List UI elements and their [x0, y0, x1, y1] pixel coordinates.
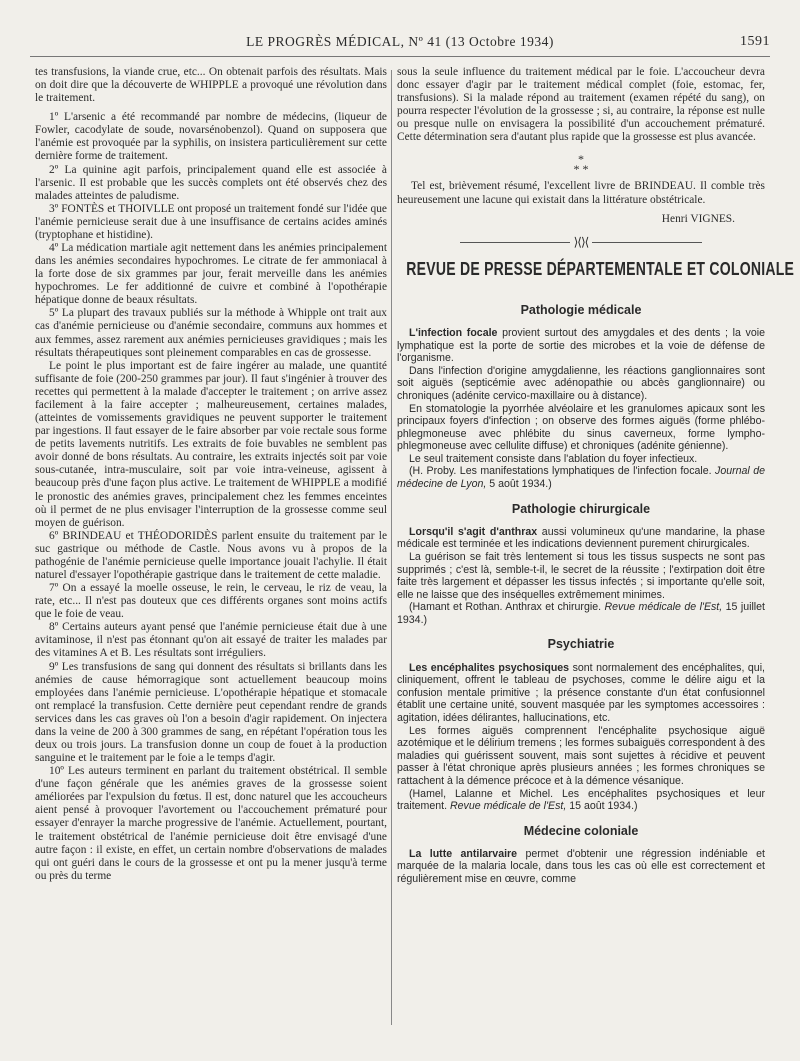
article-paragraph: [397, 327, 765, 365]
right-column: [397, 66, 795, 886]
article-text: aussi volumineux qu'une mandarine, la phase médicale est terminée et les indications deviennent purement chirurgicales.: [397, 525, 765, 551]
subheading: Médecine coloniale: [523, 823, 639, 838]
asterism-bottom: * *: [573, 162, 589, 177]
article-text: sont normalement des encéphalites, qui, cliniquement, offrent le tableau de psychoses, comme le délire aigu et la confusion mentale primitive ; la présence constante d'un état confusionnel établit une certaine unité, souvent masquée par les symptomes accessoires : agitation, idées délirantes, hallucinations, etc.: [397, 661, 765, 724]
article-list: [397, 304, 765, 886]
article-paragraph: Le seul traitement consiste dans l'ablation du foyer infectieux.: [409, 452, 698, 465]
article-paragraph: [397, 526, 765, 551]
ref-journal: Revue médicale de l'Est,: [450, 800, 567, 813]
article-text: permet d'obtenir une régression indéniable et marquée de la malaria locale, dans tous les cas où elle est correctement et régulièrement mise en œuvre, comme: [397, 847, 765, 885]
subheading: Pathologie médicale: [520, 302, 642, 317]
author-signature: Henri VIGNES.: [661, 212, 735, 225]
header-title: LE PROGRÈS MÉDICAL, Nº 41 (13 Octobre 1934): [246, 34, 554, 49]
ref-date: 15 juillet 1934.): [397, 601, 765, 626]
paragraph: 1º L'arsenic a été recommandé par nombre de médecins, (liqueur de Fowler, cacodylate de soude, novarsénobenzol). Quand on supposera que l'anémie est provoquée par la syphilis, on insistera particulièrement sur cette dernière forme de traitement.: [35, 111, 387, 163]
article-reference: [397, 601, 765, 626]
paragraph: 9º Les transfusions de sang qui donnent des résultats si brillants dans les anémies de cause hémorragique sont actuellement beaucoup moins employées dans l'anémie pernicieuse. L'opothérapie hépatique et stomacale ont remplacé la transfusion. Cette dernière peut cependant rendre de grands services dans les cas graves où l'on a besoin d'agir rapidement. On injectera dans la veine de 200 à 300 grammes de sang, en répétant l'opération tous les deux ou trois jours. La transfusion donne un coup de fouet à la production sanguine et le traitement par le foie a le temps d'agir.: [35, 660, 387, 765]
article-lead: Lorsqu'il s'agit d'anthrax: [409, 525, 538, 538]
article-paragraph: Les formes aiguës comprennent l'encéphalite psychosique aiguë azotémique et le délirium tremens ; les formes subaiguës correspondent à des maladies qui guérissent souvent, mais sont sujettes à récidive et peuvent passer à l'état chronique après plusieurs années ; les formes chroniques se rattachent à la démence précoce et à la démence vésanique.: [397, 724, 765, 787]
paragraph: Le point le plus important est de faire ingérer au malade, une quantité suffisante de foie (200-250 grammes par jour). Il faut s'ingénier à trouver des recettes qui permettent à la malade d'accepter le traitement ; on arrive assez facilement à la faire accepter ; malheureusement, certaines malades, (atteintes de vomissements gravidiques ne peuvent supporter le traitement par ingestions. Il faut essayer de le faire absorber par voie rectale sous forme de petits lavements nutritifs. Les extraits de foie buvables ne semblent pas avoir donné de bons résultats. Au contraire, les extraits injectés soit par voie sous-cutanée, intra-musculaire, soit par voie intra-veineuse, agissent à beaucoup près d'une façon plus active. Le traitement de WHIPPLE a modifié le pronostic des anémies graves, principalement chez les femmes enceintes où il permet de ne plus envisager l'interruption de la grossesse comme seul moyen de guérison.: [35, 359, 387, 529]
ref-date: 15 août 1934.): [569, 800, 638, 813]
column-divider: [391, 70, 392, 1025]
subheading: Psychiatrie: [547, 637, 615, 652]
ornamental-divider: [397, 236, 765, 249]
ref-date: 5 août 1934.): [489, 478, 552, 491]
ref-journal: Revue médicale de l'Est,: [604, 601, 723, 614]
ref-text: (Hamel, Lalanne et Michel. Les encéphalites psychosiques et leur traitement.: [397, 787, 765, 813]
paragraph: tes transfusions, la viande crue, etc... On obtenait parfois des résultats. Mais on doit dire que la découverte de WHIPPLE a provoqué une révolution dans le traitement.: [35, 66, 387, 105]
article-paragraph: [397, 848, 765, 886]
running-header: [30, 34, 770, 54]
paragraph: sous la seule influence du traitement médical par le foie. L'accoucheur devra donc essayer d'agir par le traitement médical complet (foie, estomac, fer, transfusions). Si la malade répond au traitement (examen répété du sang), on pourra respecter l'évolution de la grossesse ; si, au contraire, la réponse est nulle ou presque nulle on envisagera la possibilité d'un accouchement prématuré. Cette détermination sera d'autant plus rapide que la grossesse est plus avancée.: [397, 66, 765, 144]
paragraph: 6º BRINDEAU et THÉODORIDÈS parlent ensuite du traitement par le suc gastrique ou méthode de Castle. Nous avons vu à propos de la pathogénie de l'anémie pernicieuse quelle importance jouait l'achylie. Il était naturel d'essayer l'opothérapie gastrique dans le traitement de cette maladie.: [35, 529, 387, 581]
paragraph: 8º Certains auteurs ayant pensé que l'anémie pernicieuse était due à une avitaminose, il n'est pas étonnant qu'on ait essayé de traiter les malades par des vitamines A et B. Les résultats sont irréguliers.: [35, 621, 387, 660]
asterism-top: *: [578, 152, 584, 167]
divider-line: [592, 242, 702, 243]
article-lead: L'infection focale: [409, 326, 498, 339]
asterism: [397, 152, 765, 177]
paragraph: 4º La médication martiale agit nettement dans les anémies principalement dans les anémies secondaires hypochromes. Le citrate de fer ammoniacal à la forte dose de six grammes par jour, ferait merveille dans les anémies hypochromes. Le fer additionné de cuivre et combiné à l'opothérapie hépatique donne de beaux résultats.: [35, 242, 387, 307]
article-paragraph: La guérison se fait très lentement si tous les tissus suspects ne sont pas supprimés ; c'est là, semble-t-il, le secret de la réussite ; l'extirpation doit être faite très largement et dépasser les tissus infectés ; si importante qu'elle soit, elle ne laisse que des inséquelles extrêmement minimes.: [397, 550, 765, 601]
subheading: Pathologie chirurgicale: [511, 501, 651, 516]
section-title: REVUE DE PRESSE DÉPARTEMENTALE ET COLONIALE: [406, 258, 795, 279]
article-reference: [397, 465, 765, 490]
ref-journal: Journal de médecine de Lyon,: [397, 465, 765, 491]
paragraph: 3º FONTÈS et THOIVLLE ont proposé un traitement fondé sur l'idée que l'anémie pernicieuse serait due à une insuffisance de certains acides aminés (tryptophane et histidine).: [35, 202, 387, 241]
ornament-glyph: ⟩⟨⟩⟨: [573, 234, 589, 249]
article-paragraph: [397, 662, 765, 725]
ref-text: (Hamant et Rothan. Anthrax et chirurgie.: [409, 601, 602, 614]
article-paragraph: En stomatologie la pyorrhée alvéolaire et les granulomes apicaux sont les principaux foyers d'infection ; on observe des formes aiguës (forme phlébo-phlegmoneuse avec phlébite du sinus caverneux, forme lympho-phlegmoneuse avec cellulite diffuse) et chroniques (adénite génienne).: [397, 402, 765, 453]
paragraph: 5º La plupart des travaux publiés sur la méthode à Whipple ont trait aux cas d'anémie pernicieuse ou d'anémie secondaire, communs aux hommes et aux femmes, assez rarement aux anémies pernicieuses gravidiques ; mais les résultats thérapeutiques sont pleinement comparables en cas de grossesse.: [35, 307, 387, 359]
divider-line: [460, 242, 570, 243]
article-text: provient surtout des amygdales et des dents ; la voie lymphatique est la porte de sortie des microbes et la voie de défense de l'organisme.: [397, 326, 765, 365]
article-lead: Les encéphalites psychosiques: [409, 661, 570, 674]
ref-text: (H. Proby. Les manifestations lymphatiques de l'infection focale.: [409, 465, 712, 478]
article-reference: [397, 788, 765, 813]
header-rule: [30, 56, 770, 57]
page-number: 1591: [740, 34, 770, 49]
article-lead: La lutte antilarvaire: [409, 847, 518, 860]
paragraph: 7º On a essayé la moelle osseuse, le rein, le cerveau, le riz de veau, la rate, etc... Il n'est pas douteux que ces différents organes sont moins actifs que le foie de veau.: [35, 582, 387, 621]
paragraph: 10º Les auteurs terminent en parlant du traitement obstétrical. Il semble d'une façon générale que les anémies graves de la grossesse soient améliorées par l'expulsion du fœtus. Il est, donc naturel que les accoucheurs aient pensé à provoquer l'avortement ou l'accouchement prématuré pour essayer d'enrayer la marche progressive de l'anémie. Actuellement, pourtant, le traitement obstétrical de l'anémie pernicieuse doit être envisagé d'une autre façon : il existe, en effet, un certain nombre d'observations de malades qui ont guéri dans le cours de la grossesse et ont pu la mener jusqu'à terme ou près du terme: [35, 765, 387, 882]
left-column: [35, 66, 387, 883]
paragraph: Tel est, brièvement résumé, l'excellent livre de BRINDEAU. Il comble très heureusement une lacune qui existait dans la littérature obstétricale.: [397, 180, 765, 206]
article-paragraph: Dans l'infection d'origine amygdalienne, les réactions ganglionnaires sont soit aiguës (septicémie avec adénopathie ou abcès ganglionnaire) ou chroniques (adénite cervico-maxillaire ou à distance).: [397, 364, 765, 402]
paragraph: 2º La quinine agit parfois, principalement quand elle est associée à l'arsenic. Il est probable que les succès complets ont été observés chez des malades atteintes de paludisme.: [35, 163, 387, 202]
